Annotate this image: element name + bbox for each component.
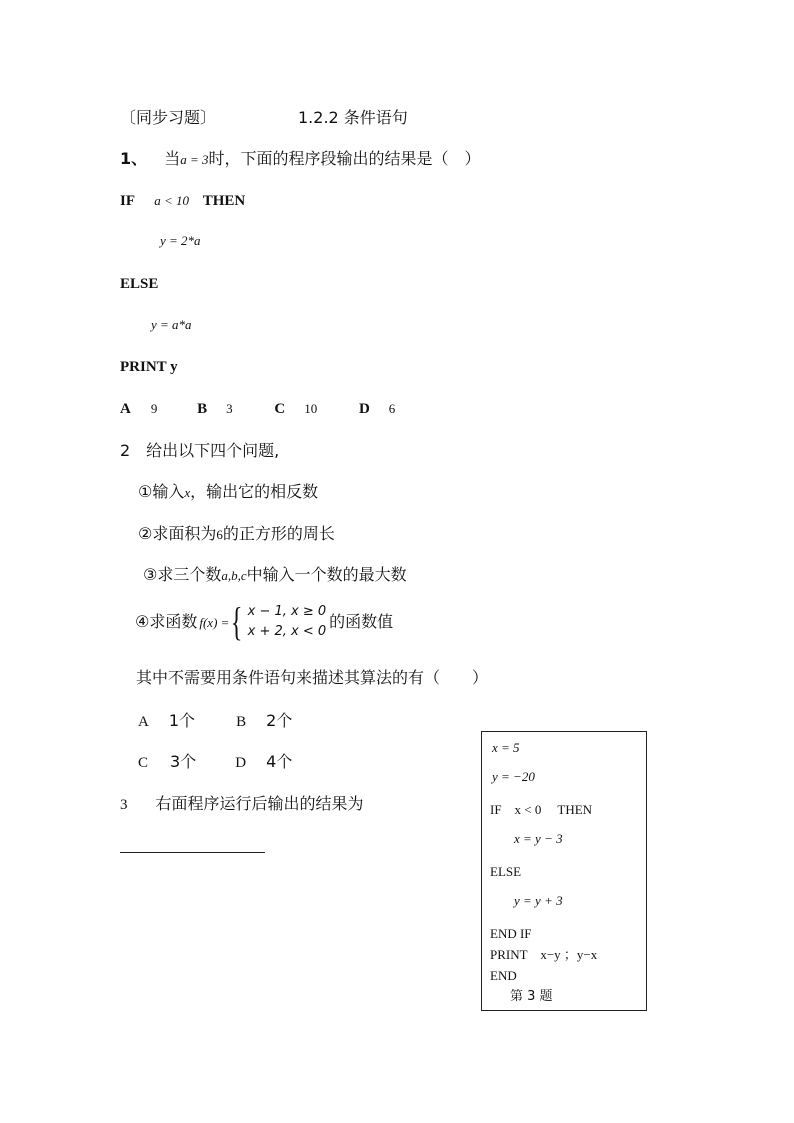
q1-options	[120, 402, 395, 417]
q2-item-2-pre: ②求面积为	[138, 524, 217, 543]
q2-item-3-vars: a,b,c	[221, 568, 247, 583]
box-line-1: x = 5	[492, 740, 520, 755]
q2-item-4	[135, 599, 394, 644]
q2-option-value: 1个	[168, 711, 196, 730]
q3-text: 右面程序运行后输出的结果为	[155, 794, 364, 813]
box-line-2: y = −20	[492, 769, 535, 784]
q1-option-letter: D	[358, 401, 370, 417]
q2-item-2-post: 的正方形的周长	[222, 524, 335, 543]
q2-item-4-pre: ④求函数	[135, 612, 198, 631]
q1-then-keyword: THEN	[202, 193, 246, 209]
q2-option-value: 2个	[266, 711, 293, 730]
q1-option-letter: C	[274, 401, 286, 417]
q2-item-1-pre: ①输入	[138, 482, 185, 501]
q2-options-row-1	[138, 713, 292, 730]
q2-item-1-post: ，输出它的相反数	[190, 482, 319, 501]
page-title: 1.2.2 条件语句	[298, 108, 408, 127]
q2-item-3	[143, 567, 407, 583]
q2-option-letter: D	[235, 755, 247, 771]
q2-option-value: 4个	[266, 752, 293, 771]
piecewise-cases	[248, 602, 327, 642]
q1-line	[120, 151, 481, 167]
q2-item-1	[138, 484, 318, 500]
q3-number: 3	[120, 797, 128, 813]
q2-item-1-var: x	[184, 485, 191, 500]
q1-pre: 当	[164, 149, 181, 168]
box-line-3: IF x < 0 THEN	[490, 802, 593, 817]
piecewise-case-1: x − 1, x ≥ 0	[247, 604, 327, 619]
box-caption: 第 3 题	[510, 989, 553, 1004]
q1-option-value: 10	[304, 401, 318, 416]
q2-option-value: 3个	[170, 752, 197, 771]
q1-if-line	[120, 194, 245, 209]
section-label: 〔同步习题〕	[120, 108, 217, 127]
box-line-8: PRINT x−y ；y−x	[490, 947, 598, 962]
q1-if-cond: a < 10	[154, 193, 189, 208]
q1-option-value: 9	[150, 401, 158, 416]
piecewise-brace	[229, 599, 327, 644]
q1-option-value: 3	[226, 401, 233, 416]
q1-if-keyword: IF	[120, 193, 135, 209]
q1-option-letter: A	[120, 401, 131, 417]
box-line-9: END	[490, 968, 517, 983]
piecewise-case-2: x + 2, x < 0	[247, 624, 327, 639]
q2-item-4-func: f(x) =	[199, 614, 230, 630]
q2-option-letter: A	[138, 714, 149, 730]
q2-item-2	[138, 526, 335, 542]
q1-number: 1、	[120, 149, 148, 168]
q2-option-letter: B	[236, 714, 247, 730]
q2-item-2-num: 6	[216, 527, 223, 542]
box-line-5: ELSE	[490, 864, 522, 879]
q2-options-row-2	[138, 754, 292, 771]
left-brace-icon: {	[231, 599, 243, 644]
box-line-6: y = y + 3	[514, 893, 563, 908]
q1-cond: a = 3	[180, 152, 209, 167]
q2-question: 其中不需要用条件语句来描述其算法的有（ ）	[136, 668, 489, 687]
box-line-4: x = y − 3	[514, 831, 563, 846]
q1-option-value: 6	[388, 401, 396, 416]
q3-line	[120, 796, 364, 813]
q2-item-3-post: 中输入一个数的最大数	[246, 565, 407, 584]
q1-post: 时，下面的程序段输出的结果是（ ）	[208, 149, 481, 168]
q1-then-stmt: y = 2*a	[160, 233, 201, 248]
q1-else-keyword: ELSE	[120, 276, 159, 292]
q2-item-3-pre: ③求三个数	[143, 565, 222, 584]
q1-option-letter: B	[197, 401, 208, 417]
q1-print: PRINT y	[120, 359, 178, 375]
q2-option-letter: C	[138, 755, 149, 771]
answer-blank	[120, 852, 265, 853]
box-line-7: END IF	[490, 926, 532, 941]
q2-item-4-post: 的函数值	[329, 612, 394, 631]
program-box	[481, 731, 647, 1011]
q1-else-stmt: y = a*a	[151, 317, 192, 332]
q2-stem: 2 给出以下四个问题,	[120, 441, 280, 460]
